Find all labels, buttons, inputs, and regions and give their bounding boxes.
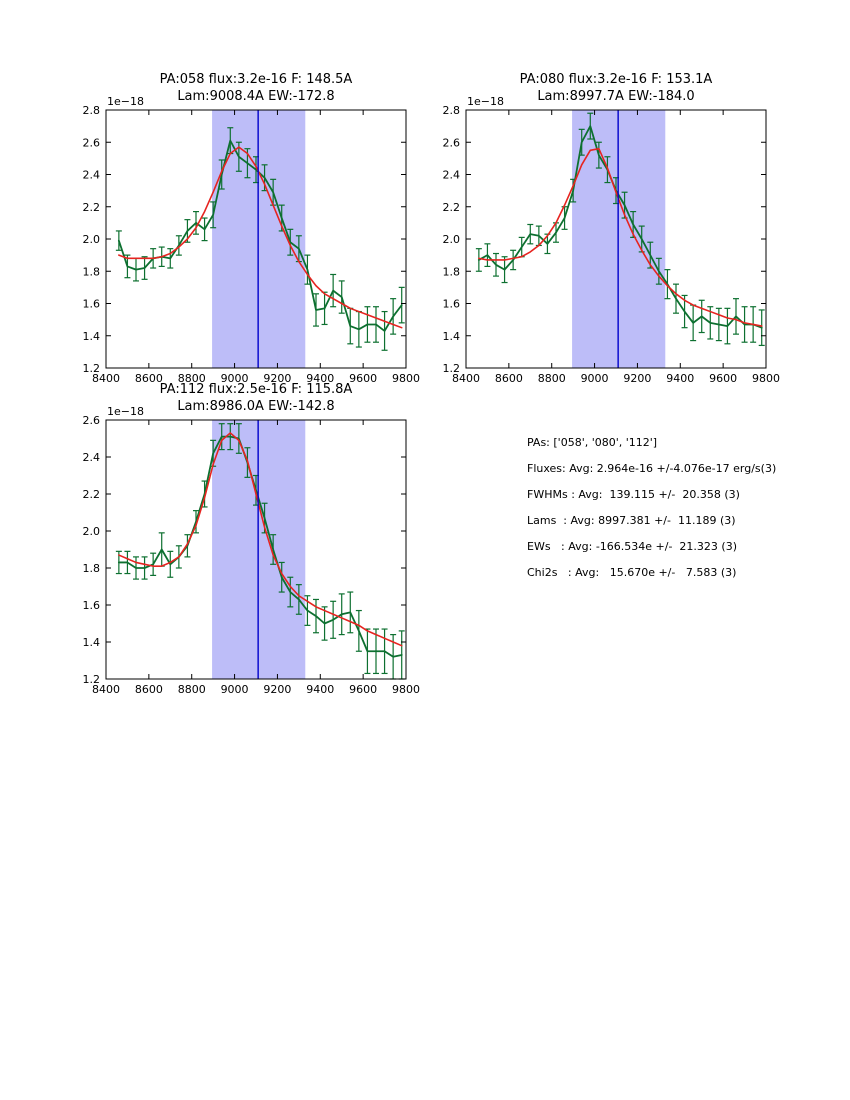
x-tick-label: 9400 [306,372,335,385]
y-tick-label: 2.2 [82,200,100,214]
subplot-pa080-plot [426,90,786,388]
y-tick-label: 1.6 [82,297,100,311]
y-axis-offset-label: 1e−18 [107,95,144,108]
x-tick-label: 9800 [392,372,420,385]
y-tick-label: 2.2 [442,200,460,214]
x-tick-label: 8600 [494,372,523,385]
y-tick-label: 2.6 [442,136,460,150]
subplot-pa058-plot [66,90,426,388]
x-tick-label: 8600 [134,683,163,696]
x-tick-label: 9200 [263,683,292,696]
y-tick-label: 2.2 [82,488,100,501]
stats-line-lams: Lams : Avg: 8997.381 +/- 11.189 (3) [527,514,736,527]
y-tick-label: 2.4 [82,451,100,464]
y-tick-label: 1.2 [82,673,100,686]
x-tick-label: 9200 [263,372,292,385]
x-tick-label: 8800 [177,372,206,385]
subplot-pa112-title-line2: Lam:8986.0A EW:-142.8 [177,399,335,414]
y-tick-label: 2.0 [82,525,100,538]
y-tick-label: 1.4 [442,329,460,343]
x-tick-label: 9600 [709,372,738,385]
subplot-pa112-plot [66,400,426,699]
x-tick-label: 8400 [452,372,480,385]
y-tick-label: 2.0 [82,233,100,246]
stats-line-fwhms: FWHMs : Avg: 139.115 +/- 20.358 (3) [527,488,740,501]
x-tick-label: 9200 [623,372,652,385]
y-tick-label: 1.4 [82,636,100,649]
x-tick-label: 9000 [220,372,249,385]
y-tick-label: 2.6 [82,414,100,427]
x-tick-label: 8400 [92,683,120,696]
y-tick-label: 1.8 [442,265,460,279]
x-tick-label: 8600 [134,372,163,385]
x-tick-label: 9000 [580,372,609,385]
y-tick-label: 1.8 [82,562,100,575]
y-axis-offset-label: 1e−18 [107,405,144,418]
subplot-pa080-title-line2: Lam:8997.7A EW:-184.0 [537,89,695,104]
y-tick-label: 2.8 [82,104,100,117]
x-tick-label: 9800 [752,372,780,385]
y-tick-label: 2.0 [442,233,460,246]
stats-line-pas: PAs: ['058', '080', '112'] [527,436,658,449]
stats-line-ews: EWs : Avg: -166.534e +/- 21.323 (3) [527,540,737,553]
y-axis-offset-label: 1e−18 [467,95,504,108]
subplot-pa112-title-line1: PA:112 flux:2.5e-16 F: 115.8A [159,382,353,397]
stats-line-chi2s: Chi2s : Avg: 15.670e +/- 7.583 (3) [527,566,737,579]
x-tick-label: 9800 [392,683,420,696]
y-tick-label: 2.4 [442,168,460,182]
y-tick-label: 1.4 [82,329,100,343]
x-tick-label: 8400 [92,372,120,385]
x-tick-label: 8800 [177,683,206,696]
subplot-pa058-title-line2: Lam:9008.4A EW:-172.8 [177,89,335,104]
y-tick-label: 1.2 [442,362,460,375]
y-tick-label: 2.8 [442,104,460,117]
x-tick-label: 9400 [306,683,335,696]
x-tick-label: 9400 [666,372,695,385]
x-tick-label: 9000 [220,683,249,696]
y-tick-label: 1.8 [82,265,100,279]
x-tick-label: 8800 [537,372,566,385]
subplot-pa058-title-line1: PA:058 flux:3.2e-16 F: 148.5A [159,72,353,87]
y-tick-label: 2.6 [82,136,100,150]
y-tick-label: 2.4 [82,168,100,182]
x-tick-label: 9600 [349,683,378,696]
stats-panel [527,430,776,586]
subplot-pa080-title-line1: PA:080 flux:3.2e-16 F: 153.1A [519,72,713,87]
y-tick-label: 1.2 [82,362,100,375]
y-tick-label: 1.6 [82,599,100,612]
y-tick-label: 1.6 [442,297,460,311]
x-tick-label: 9600 [349,372,378,385]
stats-line-fluxes: Fluxes: Avg: 2.964e-16 +/-4.076e-17 erg/s(3) [527,462,777,475]
